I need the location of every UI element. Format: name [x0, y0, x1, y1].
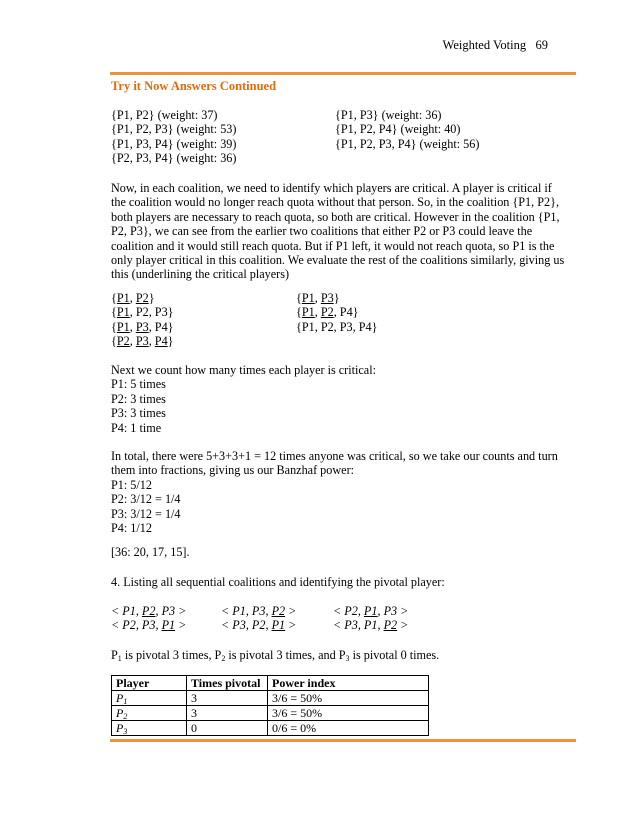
coalition-weight: {P1, P3, P4} (weight: 39) — [111, 136, 237, 151]
question-4: 4. Listing all sequential coalitions and identifying the pivotal player: — [111, 575, 445, 589]
table-header: Times pivotal — [187, 676, 268, 691]
critical-coalition: {P1, P2, P4} — [296, 305, 359, 320]
weighted-system: [36: 20, 17, 15]. — [111, 545, 190, 559]
table-row — [112, 706, 429, 721]
page-number: 69 — [535, 38, 548, 52]
critical-coalition: {P1, P3} — [296, 291, 340, 305]
paragraph-line: only player critical in this coalition. We evaluate the rest of the coalitions similarly, giving us — [111, 253, 565, 268]
critical-counts — [111, 363, 376, 435]
paragraph-line: P2, P3}, we can see from the earlier two coalitions that either P2 or P3 could leave the — [111, 224, 533, 239]
header-title: Weighted Voting — [442, 38, 527, 52]
coalition-weights-left — [111, 108, 236, 166]
critical-coalitions-right — [296, 291, 377, 334]
player-cell: $P_1$ — [112, 691, 187, 706]
index-cell: 3/6 = 50% — [268, 706, 429, 721]
table-row — [112, 721, 429, 736]
index-cell: 0/6 = 0% — [268, 721, 429, 736]
section-title: Try it Now Answers Continued — [111, 79, 277, 93]
banzhaf-item: P2: 3/12 = 1/4 — [111, 492, 181, 507]
count-item: P4: 1 time — [111, 420, 162, 435]
count-item: P1: 5 times — [111, 377, 166, 392]
coalition-weight: {P1, P3} (weight: 36) — [335, 108, 442, 122]
count-item: P2: 3 times — [111, 391, 166, 406]
total-paragraph — [111, 449, 577, 535]
paragraph-line: Now, in each coalition, we need to identify which players are critical. A player is critical if — [111, 181, 552, 195]
critical-coalition: {P1, P2, P3, P4} — [296, 319, 378, 334]
coalition-weight: {P1, P2, P3} (weight: 53) — [111, 122, 237, 137]
index-cell: 3/6 = 50% — [268, 691, 429, 706]
paragraph-line: the coalition would no longer reach quota without that person. So, in the coalition {P1, P2}, — [111, 195, 560, 210]
pivotal-table — [111, 675, 429, 736]
critical-coalition: {P2, P3, P4} — [111, 334, 174, 349]
critical-coalition: {P1, P2, P3} — [111, 305, 174, 320]
player-cell: $P_3$ — [112, 721, 187, 736]
paragraph-line: them into fractions, giving us our Banzhaf power: — [111, 463, 355, 478]
page-header — [443, 38, 548, 52]
sequential-coalition: < P1, P3, P2 > — [221, 604, 297, 618]
sequential-coalition: < P3, P2, P1 > — [221, 618, 297, 632]
critical-coalition: {P1, P2} — [111, 291, 155, 305]
sequential-coalition: < P3, P1, P2 > — [333, 618, 409, 632]
paragraph-line: this (underlining the critical players) — [111, 267, 290, 282]
sequential-coalition: < P2, P3, P1 > — [111, 618, 187, 632]
coalition-weight: {P1, P2} (weight: 37) — [111, 108, 218, 122]
table-row — [112, 691, 429, 706]
count-intro: Next we count how many times each player is critical: — [111, 363, 376, 377]
bottom-rule — [110, 739, 576, 742]
pivot-summary: $P_1$ is pivotal 3 times, $P_2$ is pivotal 3 times, and $P_3$ is pivotal 0 times. — [111, 648, 440, 663]
critical-coalitions-left — [111, 291, 174, 349]
critical-coalition: {P1, P3, P4} — [111, 319, 174, 334]
count-item: P3: 3 times — [111, 406, 166, 421]
times-cell: 0 — [187, 721, 268, 736]
coalition-weight: {P1, P2, P3, P4} (weight: 56) — [335, 136, 480, 151]
paragraph-line: coalition and it would still reach quota. But if P1 left, it would not reach quota, so P1 is the — [111, 238, 555, 253]
times-cell: 3 — [187, 706, 268, 721]
sequential-coalition: < P1, P2, P3 > — [111, 604, 187, 618]
coalition-weights-right — [335, 108, 479, 151]
banzhaf-item: P4: 1/12 — [111, 521, 152, 536]
sequential-coalition: < P2, P1, P3 > — [333, 604, 409, 618]
table-header: Power index — [268, 676, 429, 691]
banzhaf-item: P1: 5/12 — [111, 477, 152, 492]
coalition-weight: {P2, P3, P4} (weight: 36) — [111, 151, 237, 166]
times-cell: 3 — [187, 691, 268, 706]
banzhaf-item: P3: 3/12 = 1/4 — [111, 506, 181, 521]
top-rule — [110, 72, 576, 75]
coalition-weight: {P1, P2, P4} (weight: 40) — [335, 122, 461, 137]
player-cell: $P_2$ — [112, 706, 187, 721]
critical-paragraph — [111, 181, 577, 282]
paragraph-line: both players are necessary to reach quota, so both are critical. However in the coalition {P1, — [111, 209, 560, 224]
table-header: Player — [112, 676, 187, 691]
paragraph-line: In total, there were 5+3+3+1 = 12 times anyone was critical, so we take our counts and turn — [111, 449, 558, 463]
table-header-row — [112, 676, 429, 691]
